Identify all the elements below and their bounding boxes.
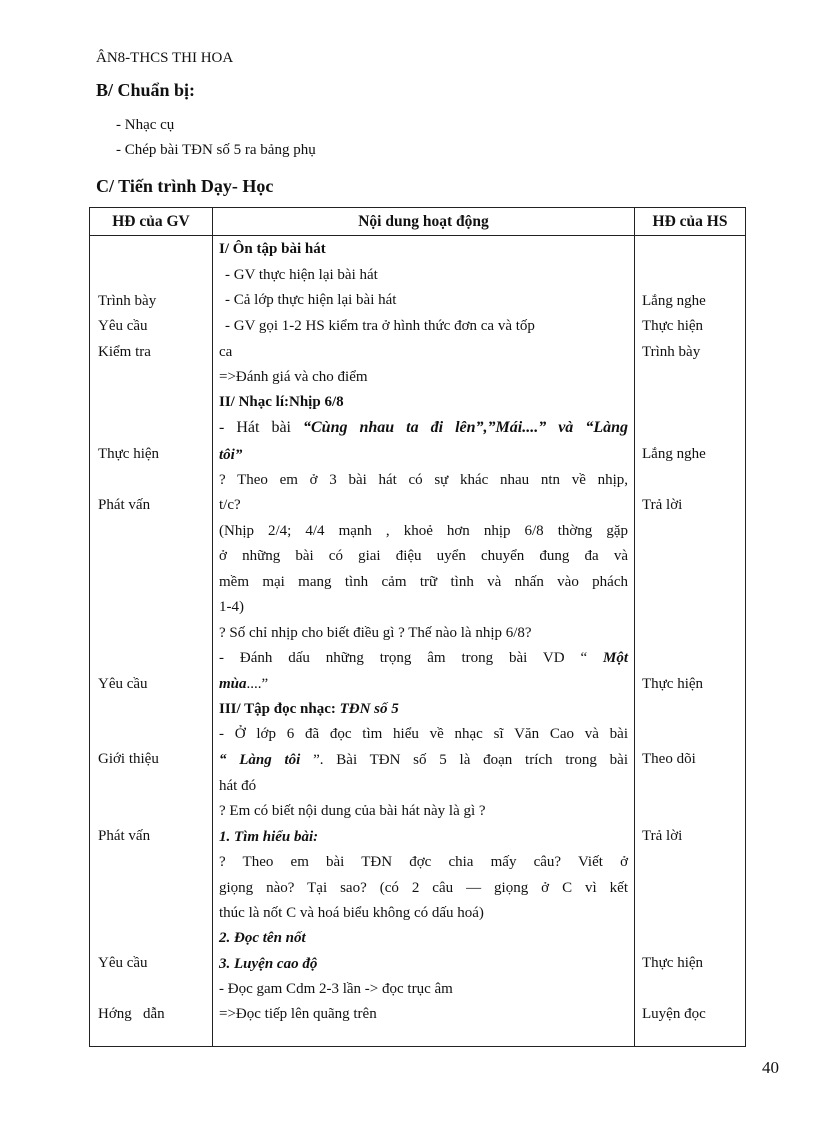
content-line	[219, 418, 628, 438]
document-header: ÂN8-THCS THI HOA	[96, 50, 234, 66]
content-line	[219, 648, 628, 668]
content-line: - Đọc gam Cdm 2-3 lần -> đọc trục âm	[219, 981, 453, 997]
gv-action: Thực hiện	[98, 446, 160, 462]
page-number: 40	[762, 1058, 779, 1077]
section-c-title: C/ Tiến trình Dạy- Học	[96, 176, 274, 196]
hs-action: Lắng nghe	[642, 446, 706, 462]
content-line: mềm mại mang tình cảm trữ tình và nhấn vào phách	[219, 574, 628, 590]
content-line: giọng nào? Tại sao? (có 2 câu — giọng ở C vì kết	[219, 880, 628, 896]
gv-action: Phát vấn	[98, 828, 151, 844]
content-line: hát đó	[219, 778, 257, 794]
gv-action: Phát vấn	[98, 497, 151, 513]
content-line: ? Em có biết nội dung của bài hát này là gì ?	[219, 803, 486, 819]
section-3-title	[219, 699, 628, 719]
content-text: ....”	[246, 676, 269, 692]
content-line: (Nhịp 2/4; 4/4 mạnh , khoẻ hơn nhịp 6/8 thờng gặp	[219, 523, 628, 539]
gv-action: Kiểm tra	[98, 344, 151, 360]
content-text: - Hát bài	[219, 419, 303, 436]
content-text: ”. Bài TĐN số 5 là đoạn trích trong bài	[313, 752, 629, 768]
song-title: Một	[602, 650, 628, 666]
gv-action: Yêu cầu	[98, 955, 148, 971]
section-1-title: I/ Ôn tập bài hát	[219, 241, 326, 257]
song-title-end: tôi”	[219, 447, 243, 463]
content-text: - Đánh dấu những trọng âm trong bài VD “	[219, 650, 588, 666]
subsection-title: 2. Đọc tên nốt	[219, 930, 306, 946]
content-column	[213, 236, 634, 1046]
content-line: ? Theo em ở 3 bài hát có sự khác nhau ntn về nhịp,	[219, 472, 628, 488]
hs-action: Trình bày	[642, 344, 701, 360]
content-line: thúc là nốt C và hoá biểu không có dấu hoá)	[219, 905, 484, 921]
content-line: ? Số chỉ nhịp cho biết điều gì ? Thế nào là nhịp 6/8?	[219, 625, 532, 641]
header-gv: HĐ của GV	[90, 208, 213, 236]
content-line: - Ở lớp 6 đã đọc tìm hiểu về nhạc sĩ Văn Cao và bài	[219, 726, 628, 742]
content-line: - Cả lớp thực hiện lại bài hát	[225, 292, 397, 308]
subsection-title: 1. Tìm hiểu bài:	[219, 829, 319, 845]
hs-action: Trả lời	[642, 828, 683, 844]
hs-column	[635, 236, 745, 1046]
prep-item-2: - Chép bài TĐN số 5 ra bảng phụ	[116, 142, 316, 158]
content-line: 1-4)	[219, 599, 244, 615]
header-hs: HĐ của HS	[635, 208, 746, 236]
header-content: Nội dung hoạt động	[213, 208, 635, 236]
hs-action: Trả lời	[642, 497, 683, 513]
section-3-subject: TĐN số 5	[339, 701, 399, 717]
gv-action: Hớng dẫn	[98, 1006, 165, 1022]
content-line: t/c?	[219, 497, 241, 513]
hs-action: Lắng nghe	[642, 293, 706, 309]
gv-action: Trình bày	[98, 293, 157, 309]
content-line	[219, 674, 628, 694]
subsection-title: 3. Luyện cao độ	[219, 956, 318, 972]
gv-action: Yêu cầu	[98, 318, 148, 334]
song-titles: “Cùng nhau ta đi lên”,”Mái....” và “Làng	[303, 419, 628, 436]
content-line: =>Đánh giá và cho điểm	[219, 369, 368, 385]
song-title: “ Làng tôi	[219, 752, 301, 768]
content-line: - GV gọi 1-2 HS kiểm tra ở hình thức đơn ca và tốp	[225, 318, 535, 334]
gv-action: Yêu cầu	[98, 676, 148, 692]
gv-action: Giới thiệu	[98, 751, 159, 767]
gv-column	[90, 236, 212, 1046]
content-line: ? Theo em bài TĐN đợc chia mấy câu? Viết ở	[219, 854, 628, 870]
content-line: ở những bài có giai điệu uyển chuyển đung đa và	[219, 548, 628, 564]
song-title: mùa	[219, 676, 247, 692]
section-3-label: III/ Tập đọc nhạc:	[219, 701, 340, 717]
hs-action: Luyện đọc	[642, 1006, 706, 1022]
content-line: =>Đọc tiếp lên quãng trên	[219, 1006, 377, 1022]
content-line: - GV thực hiện lại bài hát	[225, 267, 378, 283]
hs-action: Thực hiện	[642, 676, 704, 692]
section-2-title: II/ Nhạc lí:Nhịp 6/8	[219, 394, 344, 410]
hs-action: Thực hiện	[642, 318, 704, 334]
content-line	[219, 750, 628, 770]
hs-action: Theo dõi	[642, 751, 696, 767]
table-body-row	[90, 236, 746, 1047]
lesson-table	[89, 207, 746, 1047]
table-header-row	[90, 208, 746, 236]
content-line: ca	[219, 344, 233, 360]
prep-item-1: - Nhạc cụ	[116, 117, 175, 133]
hs-action: Thực hiện	[642, 955, 704, 971]
section-b-title: B/ Chuẩn bị:	[96, 80, 196, 100]
